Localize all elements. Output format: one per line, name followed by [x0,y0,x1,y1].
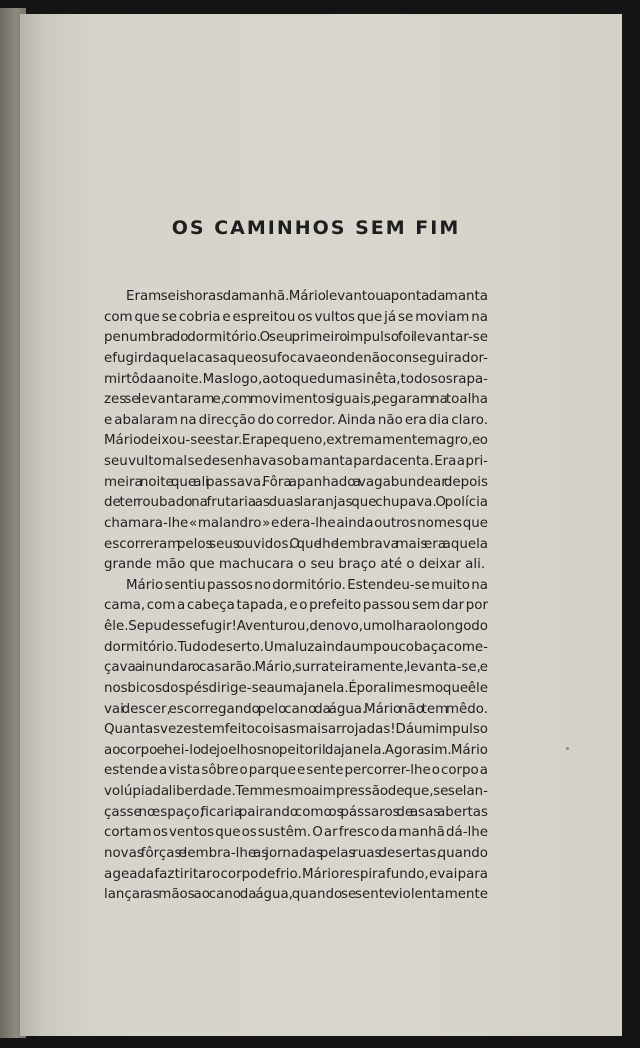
article-body [104,287,488,906]
text-line: penumbra do dormitório. O seu primeiro impulso foi levantar-se [104,330,488,346]
text-line: zes se levantaram e, com movimentos iguais, pegaram na toalha [104,392,488,408]
text-line: novas fôrças e lembra-lhe as jornadas pelas ruas desertas, quando [104,845,488,861]
text-line: çasse no espaço, ficaria pairando como os pássaros de asas abertas [104,804,488,820]
text-line: vai descer, escorregando pelo cano da água. Mário não tem mêdo. [104,701,488,717]
paragraph-2 [104,576,488,906]
text-line: mir tôda a noite. Mas logo, ao toque duma sinêta, todos os rapa- [104,371,488,387]
text-line: êle. Se pudesse fugir! Aventurou, de novo, um olhar ao longo do [104,619,488,634]
text-line: com que se cobria e espreitou os vultos que já se moviam na [104,309,488,325]
article-title: OS CAMINHOS SEM FIM [171,217,461,239]
text-line: meira noite que ali passava. Fôra apanhado a vagabundear depois [104,474,488,490]
text-line: volúpia da liberdade. Tem mesmo a impressão de que, se se lan- [104,784,488,799]
text-line: e abalaram na direcção do corredor. Ainda não era dia claro. [104,412,488,428]
text-line: e fugir daquela casa que o sufocava e onde não conseguira dor- [104,350,488,366]
text-line: çava a inundar o casarão. Mário, surrateiramente, levanta-se, e [104,660,488,676]
text-line: cortam os ventos que os sustêm. O ar fresco da manhã dá-lhe [104,825,488,841]
text-line: ao corpo e hei-lo de joelhos no peitoril da janela. Agora sim. Mário [104,742,488,758]
text-line: seu vulto mal se desenhava sob a manta pardacenta. Era a pri- [104,454,488,469]
paragraph-1 [104,287,488,576]
text-line: Eram seis horas da manhã. Mário levantou a ponta da manta [126,289,488,304]
text-line: cama, com a cabeça tapada, e o prefeito passou sem dar por [104,598,488,614]
text-line: Quantas vezes tem feito coisas mais arrojadas! Dá um impulso [104,722,488,738]
text-line: estende a vista sôbre o parque e sente percorrer-lhe o corpo a [104,763,488,779]
text-line: dormitório. Tudo deserto. Uma luz ainda um pouco baça come- [104,639,488,655]
text-line: grande mão que machucara o seu braço até o deixar ali. [104,557,486,573]
text-line: Mário sentiu passos no dormitório. Estendeu-se muito na [126,577,488,593]
text-line: lançar as mãos ao cano da água, quando se sente violentamente [104,887,488,903]
text-line: de ter roubado na frutaria as duas laranjas que chupava. O polícia [104,495,488,511]
text-line: Mário deixou-se estar. Era pequeno, extremamente magro, e o [104,433,488,449]
text-line: chamara-lhe « malandro » e dera-lhe ainda outros nomes que [104,515,488,531]
text-line: nos bicos dos pés dirige-se a uma janela. É por ali mesmo que êle [104,680,488,696]
text-line: escorreram pelos seus ouvidos. O que lhe lembrava mais era aquela [104,536,488,552]
text-line: a geada faz tiritar o corpo de frio. Mário respira fundo, e vai para [104,866,488,882]
paper-speck [566,747,569,750]
